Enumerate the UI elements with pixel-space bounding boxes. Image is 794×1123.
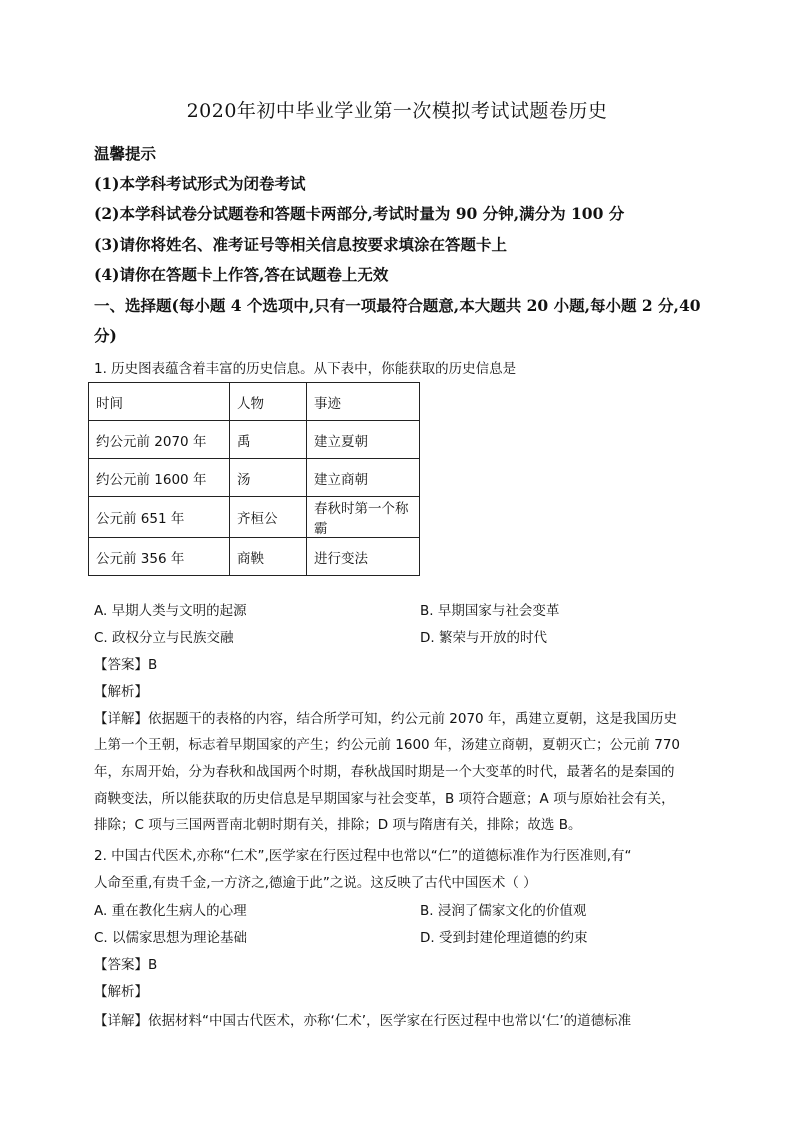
q1-option-c: C. 政权分立与民族交融 [94,630,234,646]
q2-answer: 【答案】B [94,957,158,973]
section-heading: 一、选择题(每小题 4 个选项中,只有一项最符合题意,本大题共 20 小题,每小题 2 分,40 [94,296,701,315]
q1-answer: 【答案】B [94,657,158,673]
table-cell: 汤 [230,459,307,497]
q1-detail-line: 【详解】依据题干的表格的内容，结合所学可知，约公元前 2070 年，禹建立夏朝，这是我国历史 [94,711,677,727]
q1-option-b: B. 早期国家与社会变革 [420,603,560,619]
table-row [89,538,420,576]
table-cell: 商鞅 [230,538,307,576]
q2-option-c: C. 以儒家思想为理论基础 [94,930,248,946]
table-row [89,421,420,459]
q2-option-b: B. 浸润了儒家文化的价值观 [420,903,587,919]
table-cell: 建立商朝 [307,459,420,497]
table-cell: 约公元前 2070 年 [89,421,230,459]
section-heading-cont: 分) [94,326,117,345]
table-cell: 春秋时第一个称霸 [307,497,420,538]
table-header-cell: 人物 [230,383,307,421]
table-row [89,459,420,497]
q1-detail-line: 年，东周开始，分为春秋和战国两个时期，春秋战国时期是一个大变革的时代，最著名的是秦国的 [94,764,675,780]
tip-item: (3)请你将姓名、准考证号等相关信息按要求填涂在答题卡上 [94,235,507,254]
table-header-cell: 时间 [89,383,230,421]
tip-item: (2)本学科试卷分试题卷和答题卡两部分,考试时量为 90 分钟,满分为 100 分 [94,204,625,223]
table-cell: 禹 [230,421,307,459]
table-cell: 齐桓公 [230,497,307,538]
q1-analysis-label: 【解析】 [94,684,148,700]
q1-detail-line: 上第一个王朝，标志着早期国家的产生；约公元前 1600 年，汤建立商朝，夏朝灭亡；公元前 770 [94,737,680,753]
q2-option-a: A. 重在教化生病人的心理 [94,903,247,919]
table-header-row [89,383,420,421]
question-1-stem: 1. 历史图表蕴含着丰富的历史信息。从下表中，你能获取的历史信息是 [94,361,517,377]
tip-item: (4)请你在答题卡上作答,答在试题卷上无效 [94,265,389,284]
table-cell: 进行变法 [307,538,420,576]
q1-option-d: D. 繁荣与开放的时代 [420,630,547,646]
table-cell: 公元前 651 年 [89,497,230,538]
table-header-cell: 事迹 [307,383,420,421]
table-cell: 约公元前 1600 年 [89,459,230,497]
page-title: 2020年初中毕业学业第一次模拟考试试题卷历史 [186,100,608,122]
q2-option-d: D. 受到封建伦理道德的约束 [420,930,588,946]
tip-item: (1)本学科考试形式为闭卷考试 [94,174,306,193]
tips-heading: 温馨提示 [94,144,157,163]
q2-analysis-label: 【解析】 [94,984,148,1000]
q1-detail-line: 商鞅变法，所以能获取的历史信息是早期国家与社会变革，B 项符合题意；A 项与原始社会有关， [94,791,675,807]
q1-option-a: A. 早期人类与文明的起源 [94,603,247,619]
q2-detail-line: 【详解】依据材料“中国古代医术，亦称‘仁术’，医学家在行医过程中也常以‘仁’的道德标准 [94,1013,632,1029]
table-cell: 建立夏朝 [307,421,420,459]
table-row [89,497,420,538]
q1-detail-line: 排除；C 项与三国两晋南北朝时期有关，排除；D 项与隋唐有关，排除；故选 B。 [94,817,582,833]
table-cell: 公元前 356 年 [89,538,230,576]
history-table [88,382,420,576]
question-2-stem-cont: 人命至重,有贵千金,一方济之,德逾于此”之说。这反映了古代中国医术（ ） [94,875,537,891]
question-2-stem: 2. 中国古代医术,亦称“仁术”,医学家在行医过程中也常以“仁”的道德标准作为行医准则,有“ [94,848,632,864]
